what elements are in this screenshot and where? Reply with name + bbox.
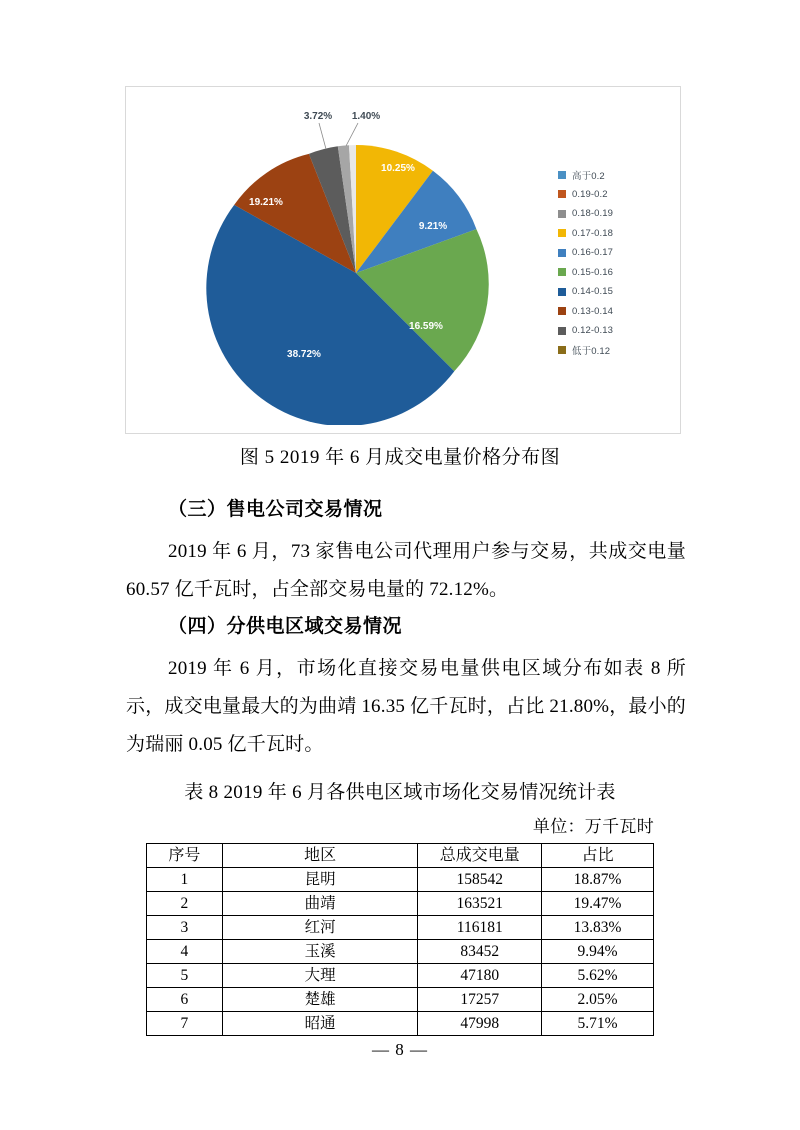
figure-chart-container	[125, 86, 681, 434]
section-heading-4: （四）分供电区域交易情况	[168, 616, 403, 637]
paragraph-text: 2019 年 6 月，73 家售电公司代理用户参与交易，共成交电量 60.57 亿千瓦时，占全部交易电量的 72.12%。	[126, 541, 686, 600]
legend-swatch	[558, 210, 566, 218]
section-paragraph-3	[126, 533, 686, 609]
pie-label-0.14-0.15: 38.72%	[287, 349, 321, 360]
cell-area: 昆明	[222, 868, 418, 892]
cell-pct: 18.87%	[542, 868, 654, 892]
table-row	[147, 868, 654, 892]
pie-label-0.17-0.18: 10.25%	[381, 163, 415, 174]
table-row	[147, 1012, 654, 1036]
cell-area: 楚雄	[222, 988, 418, 1012]
paragraph-text: 2019 年 6 月，市场化直接交易电量供电区域分布如表 8 所示，成交电量最大的为曲靖 16.35 亿千瓦时，占比 21.80%，最小的为瑞丽 0.05 亿千瓦时。	[126, 658, 686, 755]
cell-area: 曲靖	[222, 892, 418, 916]
legend-label: 0.14-0.15	[572, 286, 614, 298]
legend-label: 0.13-0.14	[572, 305, 614, 317]
cell-total: 83452	[418, 940, 542, 964]
legend-swatch	[558, 288, 566, 296]
cell-no: 3	[147, 916, 223, 940]
section-heading-3: （三）售电公司交易情况	[168, 499, 383, 520]
figure-caption: 图 5 2019 年 6 月成交电量价格分布图	[239, 447, 561, 468]
table-row	[147, 940, 654, 964]
column-header-total: 总成交电量	[418, 844, 542, 868]
cell-total: 47998	[418, 1012, 542, 1036]
legend-label: 0.19-0.2	[572, 188, 608, 200]
pie-label-below-0.12: 1.40%	[351, 111, 381, 122]
legend-swatch	[558, 190, 566, 198]
cell-total: 158542	[418, 868, 542, 892]
table-caption: 表 8 2019 年 6 月各供电区域市场化交易情况统计表	[184, 782, 616, 803]
cell-no: 2	[147, 892, 223, 916]
cell-pct: 2.05%	[542, 988, 654, 1012]
cell-no: 5	[147, 964, 223, 988]
cell-area: 玉溪	[222, 940, 418, 964]
legend-item	[558, 243, 662, 263]
cell-no: 1	[147, 868, 223, 892]
table-unit-label: 单位：万千瓦时	[532, 817, 654, 836]
legend-label: 0.17-0.18	[572, 227, 614, 239]
pie-chart-svg	[186, 105, 526, 425]
legend-item	[558, 321, 662, 341]
legend-item	[558, 263, 662, 283]
cell-total: 47180	[418, 964, 542, 988]
cell-total: 116181	[418, 916, 542, 940]
legend-item	[558, 302, 662, 322]
legend-swatch	[558, 249, 566, 257]
legend-label: 0.16-0.17	[572, 247, 614, 259]
leader-line-0.12-0.13	[319, 123, 326, 149]
table-row	[147, 916, 654, 940]
cell-pct: 9.94%	[542, 940, 654, 964]
column-header-area: 地区	[222, 844, 418, 868]
cell-no: 6	[147, 988, 223, 1012]
cell-no: 4	[147, 940, 223, 964]
column-header-no: 序号	[147, 844, 223, 868]
legend-swatch	[558, 307, 566, 315]
cell-area: 昭通	[222, 1012, 418, 1036]
pie-label-0.12-0.13: 3.72%	[303, 111, 333, 122]
table-header-row	[147, 844, 654, 868]
table-row	[147, 892, 654, 916]
legend-label: 高于0.2	[572, 170, 605, 182]
legend-item	[558, 204, 662, 224]
cell-pct: 13.83%	[542, 916, 654, 940]
leader-line-below-0.12	[346, 123, 358, 146]
pie-label-0.15-0.16: 16.59%	[409, 321, 443, 332]
legend-swatch	[558, 171, 566, 179]
cell-total: 17257	[418, 988, 542, 1012]
legend-label: 0.18-0.19	[572, 208, 614, 220]
cell-no: 7	[147, 1012, 223, 1036]
供电区域统计表	[146, 843, 654, 1036]
legend-label: 低于0.12	[572, 346, 611, 358]
cell-total: 163521	[418, 892, 542, 916]
legend-item	[558, 282, 662, 302]
cell-pct: 5.71%	[542, 1012, 654, 1036]
legend-swatch	[558, 327, 566, 335]
pie-label-0.16-0.17: 9.21%	[418, 221, 448, 232]
table-row	[147, 964, 654, 988]
legend-item	[558, 165, 662, 185]
column-header-pct: 占比	[542, 844, 654, 868]
chart-legend	[558, 165, 662, 360]
cell-area: 大理	[222, 964, 418, 988]
pie-label-0.13-0.14: 19.21%	[249, 197, 283, 208]
legend-swatch	[558, 346, 566, 354]
table-row	[147, 988, 654, 1012]
legend-label: 0.15-0.16	[572, 266, 614, 278]
page-number: — 8 —	[372, 1040, 428, 1059]
cell-pct: 19.47%	[542, 892, 654, 916]
legend-item	[558, 185, 662, 205]
legend-item	[558, 224, 662, 244]
cell-area: 红河	[222, 916, 418, 940]
legend-item	[558, 341, 662, 361]
pie-chart	[126, 87, 680, 433]
legend-swatch	[558, 268, 566, 276]
legend-label: 0.12-0.13	[572, 325, 614, 337]
legend-swatch	[558, 229, 566, 237]
cell-pct: 5.62%	[542, 964, 654, 988]
section-paragraph-4	[126, 650, 686, 764]
